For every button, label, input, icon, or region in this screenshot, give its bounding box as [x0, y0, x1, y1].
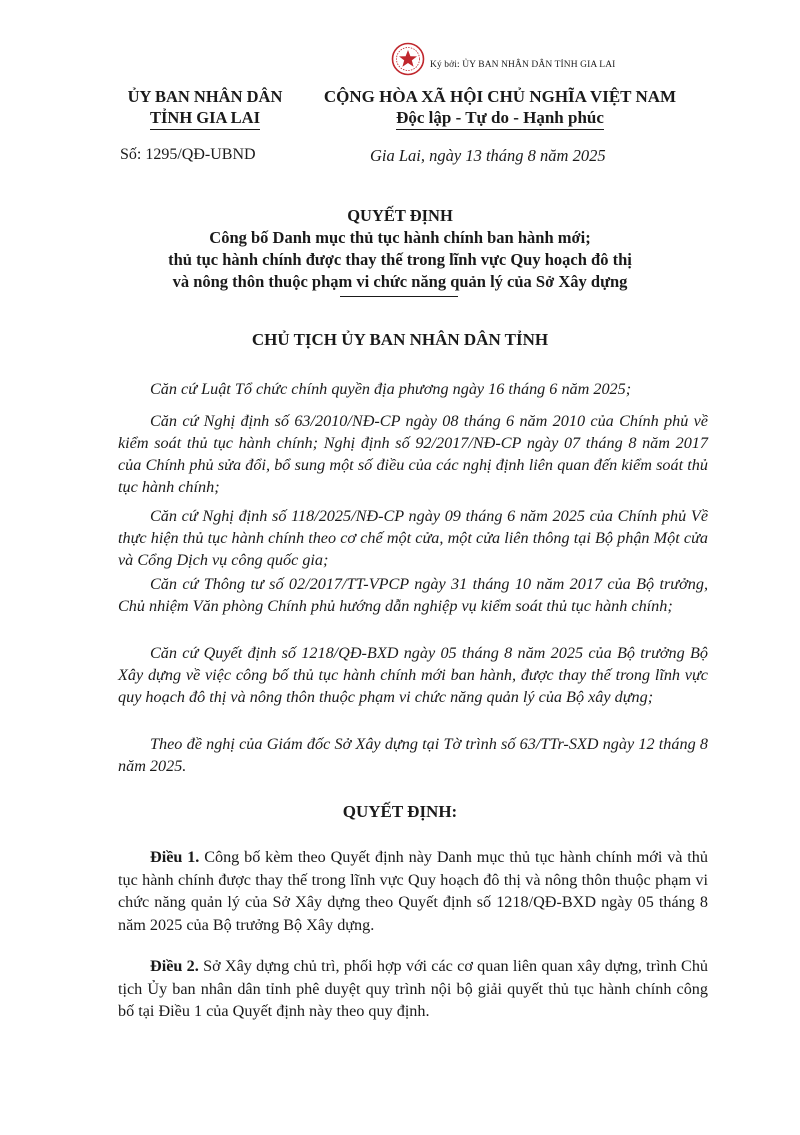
preamble-4: Căn cứ Thông tư số 02/2017/TT-VPCP ngày 31 tháng 10 năm 2017 của Bộ trưởng, Chủ nhiệm Văn phòng Chính phủ hướng dẫn nghiệp vụ kiểm soát thủ tục hành chính;: [118, 575, 708, 615]
subject-line-3: và nông thôn thuộc phạm vi chức năng quản lý của Sở Xây dựng: [172, 272, 628, 291]
article-2: [118, 955, 708, 1023]
article-1: [118, 846, 708, 936]
preamble-2: Căn cứ Nghị định số 63/2010/NĐ-CP ngày 08 tháng 6 năm 2010 của Chính phủ về kiểm soát thủ tục hành chính; Nghị định số 92/2017/NĐ-CP ngày 07 tháng 8 năm 2017 của Chính phủ sửa đổi, bổ sung một số điều của các nghị định liên quan đến kiểm soát thủ tục hành chính;: [118, 412, 708, 496]
agency-line-1: ỦY BAN NHÂN DÂN: [127, 87, 283, 106]
article-1-text: Công bố kèm theo Quyết định này Danh mục thủ tục hành chính mới và thủ tục hành chính được thay thế trong lĩnh vực Quy hoạch đô thị và nông thôn thuộc phạm vi chức năng quản lý của Sở Xây dựng theo Quyết định số 1218/QĐ-BXD ngày 05 tháng 8 năm 2025 của Bộ trưởng Bộ Xây dựng.: [118, 848, 708, 934]
article-1-label: Điều 1.: [150, 848, 200, 866]
doc-type: QUYẾT ĐỊNH: [347, 206, 453, 225]
agency-line-2: TỈNH GIA LAI: [150, 107, 260, 130]
digital-signature-text: Ký bởi: ỦY BAN NHÂN DÂN TỈNH GIA LAI: [430, 60, 616, 70]
preamble-5: Căn cứ Quyết định số 1218/QĐ-BXD ngày 05 tháng 8 năm 2025 của Bộ trưởng Bộ Xây dựng về việc công bố thủ tục hành chính mới ban hành, được thay thế trong lĩnh vực quy hoạch đô thị và nông thôn thuộc phạm vi chức năng quản lý của Bộ xây dựng;: [118, 644, 708, 706]
preamble-1: Căn cứ Luật Tổ chức chính quyền địa phương ngày 16 tháng 6 năm 2025;: [150, 380, 632, 398]
article-2-text: Sở Xây dựng chủ trì, phối hợp với các cơ quan liên quan xây dựng, trình Chủ tịch Ủy ban nhân dân tỉnh phê duyệt quy trình nội bộ giải quyết thủ tục hành chính công bố tại Điều 1 của Quyết định này theo quy định.: [118, 957, 709, 1020]
issuer-heading: CHỦ TỊCH ỦY BAN NHÂN DÂN TỈNH: [251, 330, 549, 349]
nation-name: CỘNG HÒA XÃ HỘI CHỦ NGHĨA VIỆT NAM: [323, 87, 677, 106]
national-header: [310, 86, 690, 130]
document-title: [90, 205, 710, 293]
document-number: Số: 1295/QĐ-UBND: [120, 146, 256, 163]
preamble-3: Căn cứ Nghị định số 118/2025/NĐ-CP ngày 09 tháng 6 năm 2025 của Chính phủ Về thực hiện thủ tục hành chính theo cơ chế một cửa, một cửa liên thông tại Bộ phận Một cửa và Cổng Dịch vụ công quốc gia;: [118, 507, 708, 569]
place-and-date: Gia Lai, ngày 13 tháng 8 năm 2025: [370, 146, 606, 165]
title-divider: [340, 296, 458, 297]
subject-line-2: thủ tục hành chính được thay thế trong lĩnh vực Quy hoạch đô thị: [168, 250, 632, 269]
article-2-label: Điều 2.: [150, 957, 199, 975]
preamble-6: Theo đề nghị của Giám đốc Sở Xây dựng tại Tờ trình số 63/TTr-SXD ngày 12 tháng 8 năm 2025.: [118, 735, 708, 775]
seal-stamp-icon: [391, 42, 425, 76]
subject-line-1: Công bố Danh mục thủ tục hành chính ban hành mới;: [209, 228, 591, 247]
decision-heading: QUYẾT ĐỊNH:: [342, 802, 458, 821]
issuing-agency: [100, 86, 310, 130]
national-motto: Độc lập - Tự do - Hạnh phúc: [396, 107, 604, 130]
